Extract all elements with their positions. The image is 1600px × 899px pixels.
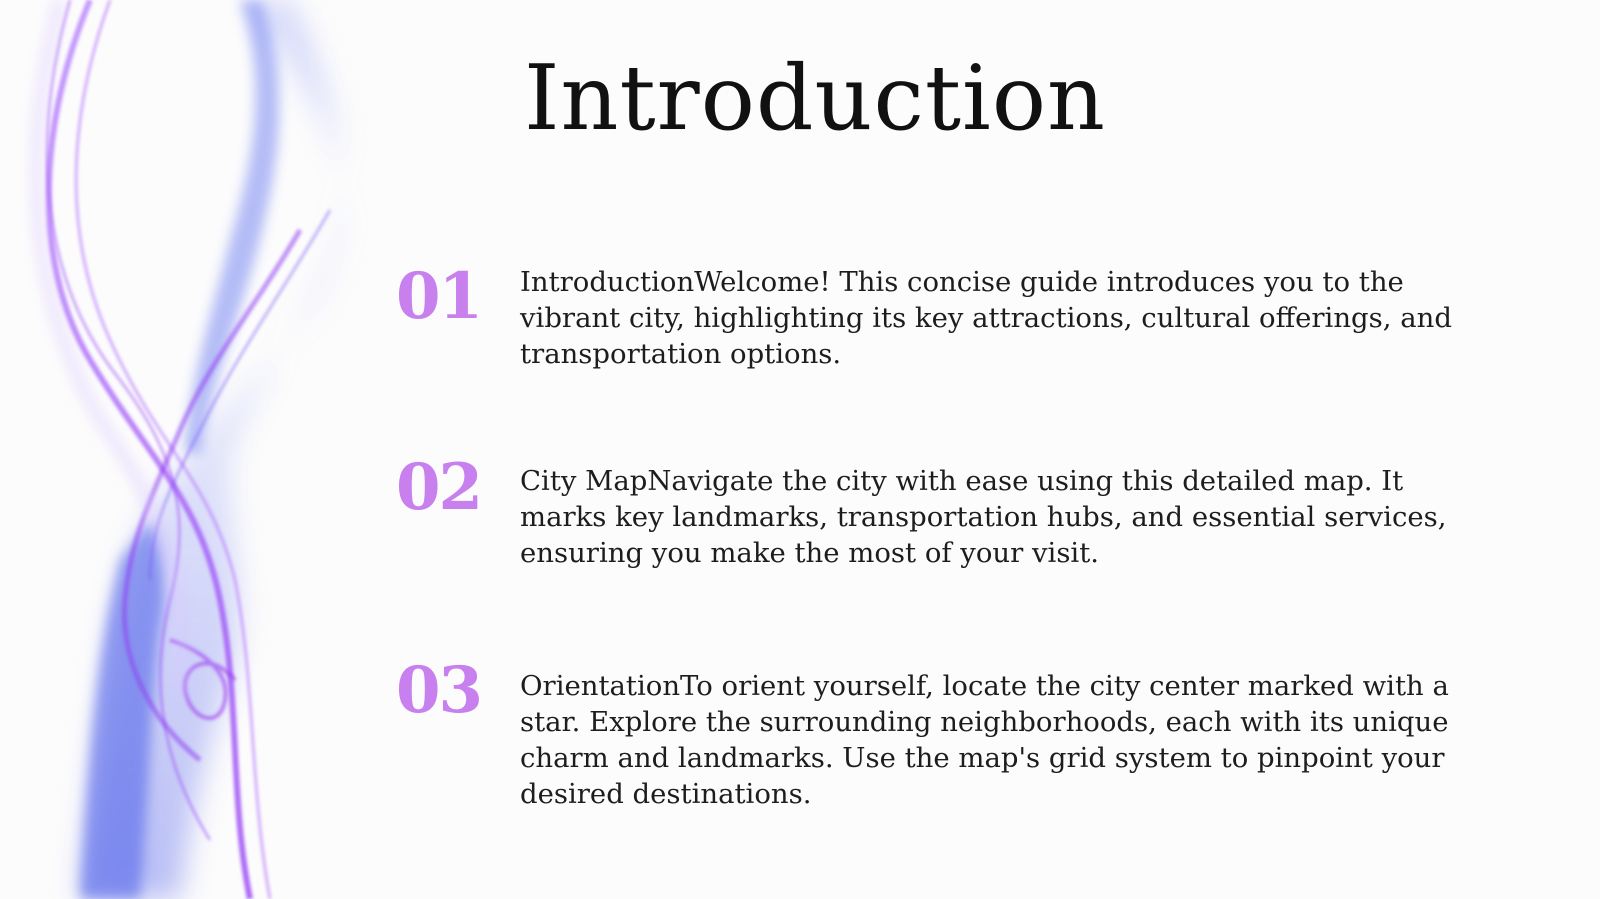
item-text: IntroductionWelcome! This concise guide introduces you to the vibrant city, highlighting its key attractions, cultural offerings, and transportation options. (520, 266, 1452, 370)
item-text: OrientationTo orient yourself, locate the city center marked with a star. Explore the surrounding neighborhoods, each with its unique charm and landmarks. Use the map's grid system to pinpoint your desired destinations. (520, 670, 1449, 810)
item-number: 02 (396, 450, 482, 525)
item-number: 03 (396, 653, 482, 728)
item-number: 01 (396, 259, 482, 334)
slide-title: Introduction (524, 46, 1106, 151)
item-text: City MapNavigate the city with ease using this detailed map. It marks key landmarks, transportation hubs, and essential services, ensuring you make the most of your visit. (520, 465, 1447, 569)
